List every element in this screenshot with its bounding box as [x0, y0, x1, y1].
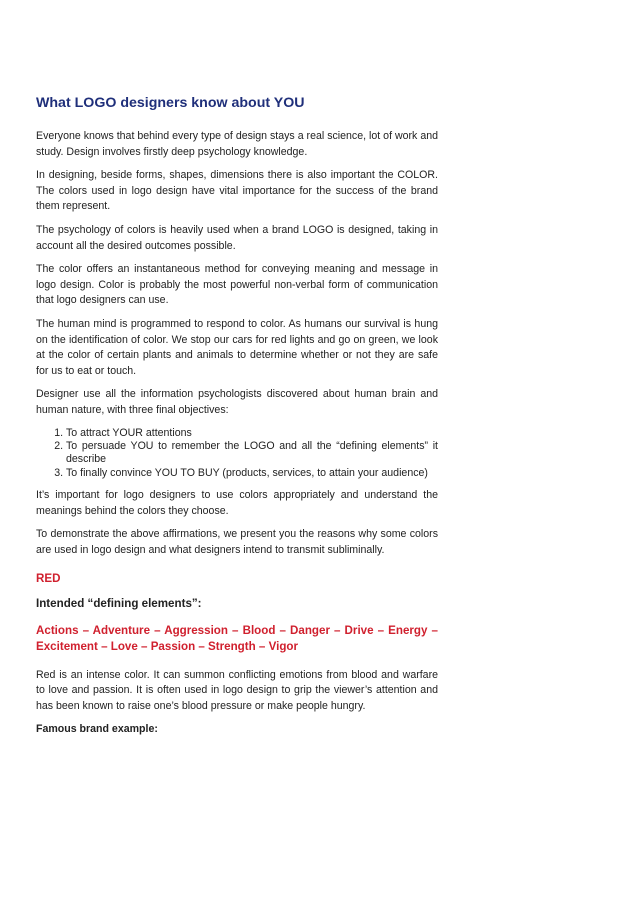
list-item: 3. To finally convince YOU TO BUY (products, services, to attain your audience)	[66, 467, 438, 480]
list-item: 2. To persuade YOU to remember the LOGO and all the “defining elements” it describe	[66, 440, 438, 467]
intro-paragraph: Everyone knows that behind every type of design stays a real science, lot of work and study. Design involves firstly deep psychology knowledge.	[36, 130, 438, 158]
document-body	[36, 94, 438, 737]
famous-brand-label: Famous brand example:	[36, 723, 158, 736]
color-importance-paragraph: In designing, beside forms, shapes, dimensions there is also important the COLOR. The colors used in logo design have vital importance for the success of the brand them represent.	[36, 169, 438, 213]
list-item: 1. To attract YOUR attentions	[66, 427, 438, 440]
objectives-list	[36, 427, 438, 481]
important-paragraph: It’s important for logo designers to use colors appropriately and understand the meanings behind the colors they choose.	[36, 489, 438, 517]
red-description-paragraph: Red is an intense color. It can summon conflicting emotions from blood and warfare to love and passion. It is often used in logo design to grip the viewer’s attention and has been known to raise one’s blood pressure or make people hungry.	[36, 668, 438, 712]
objectives-intro-paragraph: Designer use all the information psychologists discovered about human brain and human nature, with three final objectives:	[36, 388, 438, 416]
human-mind-paragraph: The human mind is programmed to respond to color. As humans our survival is hung on the identification of color. We stop our cars for red lights and go on green, we look at the color of certain plants and animals to determine whether or not they are safe for us to eat or touch.	[36, 317, 438, 377]
color-method-paragraph: The color offers an instantaneous method for conveying meaning and message in logo design. Color is probably the most powerful non-verbal form of communication that logo designers can use.	[36, 263, 438, 307]
page-title: What LOGO designers know about YOU	[36, 95, 305, 111]
psychology-paragraph: The psychology of colors is heavily used when a brand LOGO is designed, taking in account all the desired outcomes possible.	[36, 223, 438, 252]
intended-elements-label: Intended “defining elements”:	[36, 596, 202, 610]
red-keywords: Actions – Adventure – Aggression – Blood – Danger – Drive – Energy – Excitement – Love – Passion – Strength – Vigor	[36, 623, 438, 653]
demonstrate-paragraph: To demonstrate the above affirmations, we present you the reasons why some colors are used in logo design and what designers intend to transmit subliminally.	[36, 528, 438, 556]
red-section-heading: RED	[36, 571, 61, 585]
